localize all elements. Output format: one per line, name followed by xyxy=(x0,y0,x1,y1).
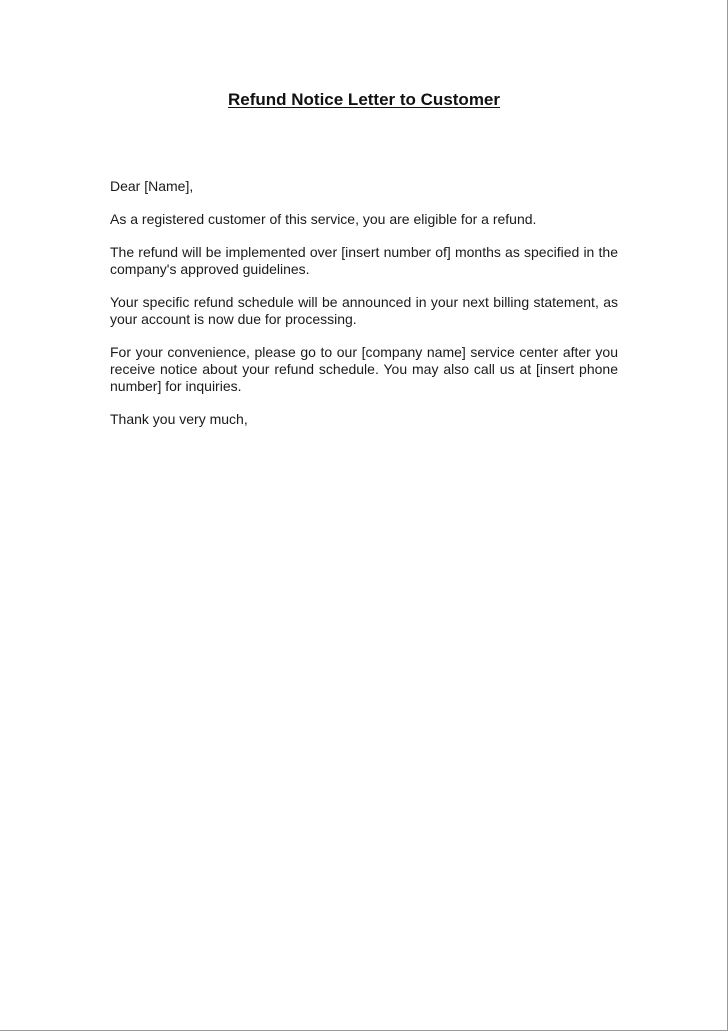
letter-body xyxy=(110,178,618,444)
salutation: Dear [Name], xyxy=(110,178,194,194)
closing: Thank you very much, xyxy=(110,411,248,427)
paragraph-eligibility: As a registered customer of this service, you are eligible for a refund. xyxy=(110,211,537,227)
paragraph-service-center: For your convenience, please go to our [company name] service center after you receive notice about your refund schedule. You may also call us at [insert phone number] for inquiries. xyxy=(110,344,618,394)
paragraph-implementation: The refund will be implemented over [insert number of] months as specified in the company's approved guidelines. xyxy=(110,244,618,277)
paragraph-schedule: Your specific refund schedule will be announced in your next billing statement, as your account is now due for processing. xyxy=(110,294,618,327)
document-title: Refund Notice Letter to Customer xyxy=(227,90,501,109)
